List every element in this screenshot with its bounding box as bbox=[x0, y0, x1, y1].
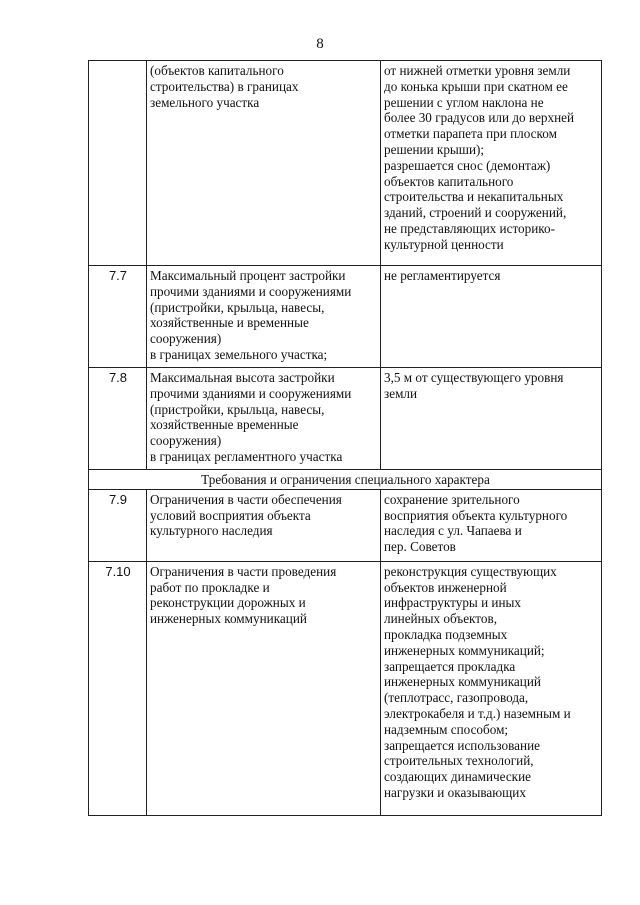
row-name: Максимальный процент застройки прочими зданиями и сооружениями (пристройки, крыльца, навесы, хозяйственные и временные сооружения) в границах земельного участка; bbox=[147, 266, 381, 368]
row-number bbox=[89, 61, 147, 266]
row-number: 7.9 bbox=[89, 489, 147, 561]
regulations-table bbox=[88, 60, 602, 816]
table-row bbox=[89, 266, 602, 368]
row-value: от нижней отметки уровня земли до конька крыши при скатном ее решении с углом наклона не более 30 градусов или до верхней отметки парапета при плоском решении крыши); разрешается снос (демонтаж) объектов капитального строительства и некапитальных зданий, строений и сооружений, не представляющих историко- культурной ценности bbox=[381, 61, 602, 266]
table-row bbox=[89, 489, 602, 561]
row-name: Ограничения в части обеспечения условий восприятия объекта культурного наследия bbox=[147, 489, 381, 561]
row-name: Максимальная высота застройки прочими зданиями и сооружениями (пристройки, крыльца, навесы, хозяйственные временные сооружения) в границах регламентного участка bbox=[147, 368, 381, 470]
row-value: не регламентируется bbox=[381, 266, 602, 368]
row-value: сохранение зрительного восприятия объекта культурного наследия с ул. Чапаева и пер. Советов bbox=[381, 489, 602, 561]
table-row bbox=[89, 561, 602, 815]
row-name: Ограничения в части проведения работ по прокладке и реконструкции дорожных и инженерных коммуникаций bbox=[147, 561, 381, 815]
table-row bbox=[89, 61, 602, 266]
row-number: 7.8 bbox=[89, 368, 147, 470]
row-value: 3,5 м от существующего уровня земли bbox=[381, 368, 602, 470]
row-value: реконструкция существующих объектов инженерной инфраструктуры и иных линейных объектов, прокладка подземных инженерных коммуникаций; запрещается прокладка инженерных коммуникаций (теплотрасс, газопровода, электрокабеля и т.д.) наземным и надземным способом; запрещается использование строительных технологий, создающих динамические нагрузки и оказывающих bbox=[381, 561, 602, 815]
section-header-row bbox=[89, 470, 602, 490]
row-number: 7.10 bbox=[89, 561, 147, 815]
page-number: 8 bbox=[316, 36, 324, 52]
row-number: 7.7 bbox=[89, 266, 147, 368]
row-name: (объектов капитального строительства) в границах земельного участка bbox=[147, 61, 381, 266]
table-row bbox=[89, 368, 602, 470]
section-header: Требования и ограничения специального характера bbox=[89, 470, 602, 490]
